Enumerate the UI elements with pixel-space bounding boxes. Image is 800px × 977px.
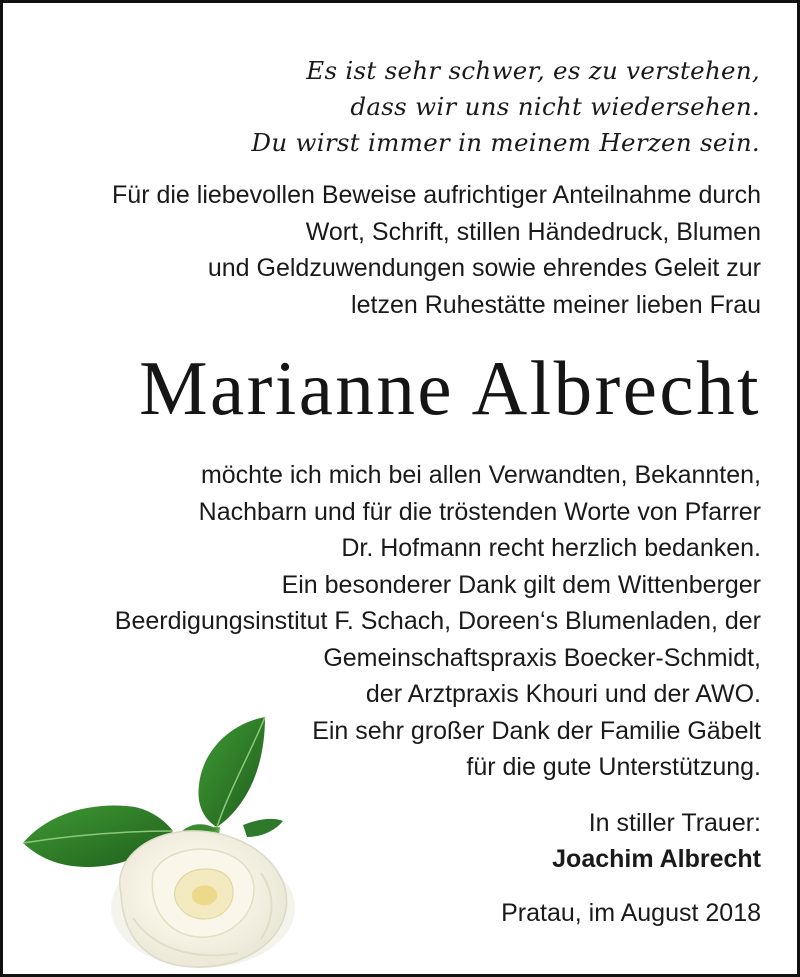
signature-block xyxy=(552,805,761,877)
white-rose-icon xyxy=(3,703,323,974)
intro-line: und Geldzuwendungen sowie ehrendes Geleit zur xyxy=(207,254,761,282)
intro-line: letzen Ruhestätte meiner lieben Frau xyxy=(351,290,761,319)
intro-line: Wort, Schrift, stillen Händedruck, Blumen xyxy=(305,217,761,246)
body-line: Ein sehr großer Dank der Familie Gäbelt xyxy=(312,716,761,745)
body-line: möchte ich mich bei allen Verwandten, Bekannten, xyxy=(200,461,761,489)
poem-line: Es ist sehr schwer, es zu verstehen, xyxy=(306,56,760,85)
poem-line: Du wirst immer in meinem Herzen sein. xyxy=(251,128,760,157)
signer-name: Joachim Albrecht xyxy=(552,845,761,873)
body-line: für die gute Unterstützung. xyxy=(466,753,761,781)
place-date: Pratau, im August 2018 xyxy=(501,899,761,927)
body-line: der Arztpraxis Khouri und der AWO. xyxy=(365,680,761,708)
body-line: Dr. Hofmann recht herzlich bedanken. xyxy=(341,534,761,562)
poem-line: dass wir uns nicht wiedersehen. xyxy=(350,92,760,121)
thanks-intro xyxy=(112,177,761,323)
body-line: Beerdigungsinstitut F. Schach, Doreen‘s Blumenladen, der xyxy=(114,607,761,635)
mourning-line: In stiller Trauer: xyxy=(588,809,761,837)
intro-line: Für die liebevollen Beweise aufrichtiger Anteilnahme durch xyxy=(112,181,761,209)
poem-verse xyxy=(251,53,760,161)
deceased-name: Marianne Albrecht xyxy=(139,345,761,431)
body-line: Gemeinschaftspraxis Boecker-Schmidt, xyxy=(323,643,761,672)
body-line: Ein besonderer Dank gilt dem Wittenberger xyxy=(281,570,761,599)
body-line: Nachbarn und für die tröstenden Worte von Pfarrer xyxy=(198,497,761,526)
